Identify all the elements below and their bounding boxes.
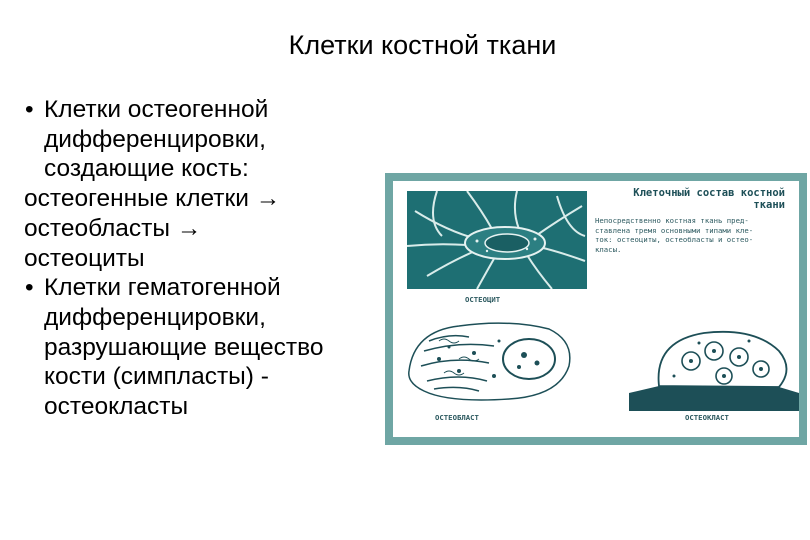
desc-line: Непосредственно костная ткань пред- — [595, 216, 749, 225]
body-line: остеобласты → — [24, 214, 202, 242]
body-line: остеоциты — [24, 244, 145, 272]
desc-line: класы. — [595, 244, 622, 254]
figure-title-line: Клеточный состав костной — [633, 187, 785, 199]
body-line: остеокласты — [44, 393, 189, 421]
bullet-item — [24, 273, 394, 303]
body-line: дифференцировки, — [44, 125, 266, 153]
body-line: кости (симпласты) - — [44, 363, 269, 391]
osteoblast-caption: ОСТЕОБЛАСТ — [435, 413, 479, 422]
osteoclast-caption: ОСТЕОКЛАСТ — [685, 413, 729, 422]
desc-line: ставлена тремя основными типами кле- — [595, 225, 754, 235]
body-line: создающие кость: — [44, 155, 249, 183]
figure-title — [595, 187, 785, 211]
body-line: дифференцировки, — [44, 303, 266, 331]
desc-line: ток: остеоциты, остеобласты и остео- — [595, 235, 754, 244]
bullet-marker: • — [25, 96, 34, 123]
figure-panel — [393, 181, 799, 437]
body-line: разрушающие вещество — [44, 333, 324, 361]
bullet-marker: • — [25, 274, 34, 302]
osteocyte-caption: ОСТЕОЦИТ — [465, 295, 501, 304]
slide-body — [24, 95, 394, 422]
body-line: остеогенные клетки → — [24, 185, 281, 213]
body-line: Клетки гематогенной — [44, 274, 281, 302]
figure-title-line: ткани — [753, 199, 785, 211]
slide-title: Клетки костной ткани — [288, 30, 557, 60]
osteoblast-image — [399, 311, 589, 409]
bullet-item — [24, 95, 394, 125]
body-line: Клетки остеогенной — [44, 96, 269, 123]
osteoclast-image — [629, 321, 799, 411]
bone-cells-figure — [385, 173, 807, 445]
figure-description — [595, 216, 790, 254]
osteocyte-image — [407, 191, 587, 289]
